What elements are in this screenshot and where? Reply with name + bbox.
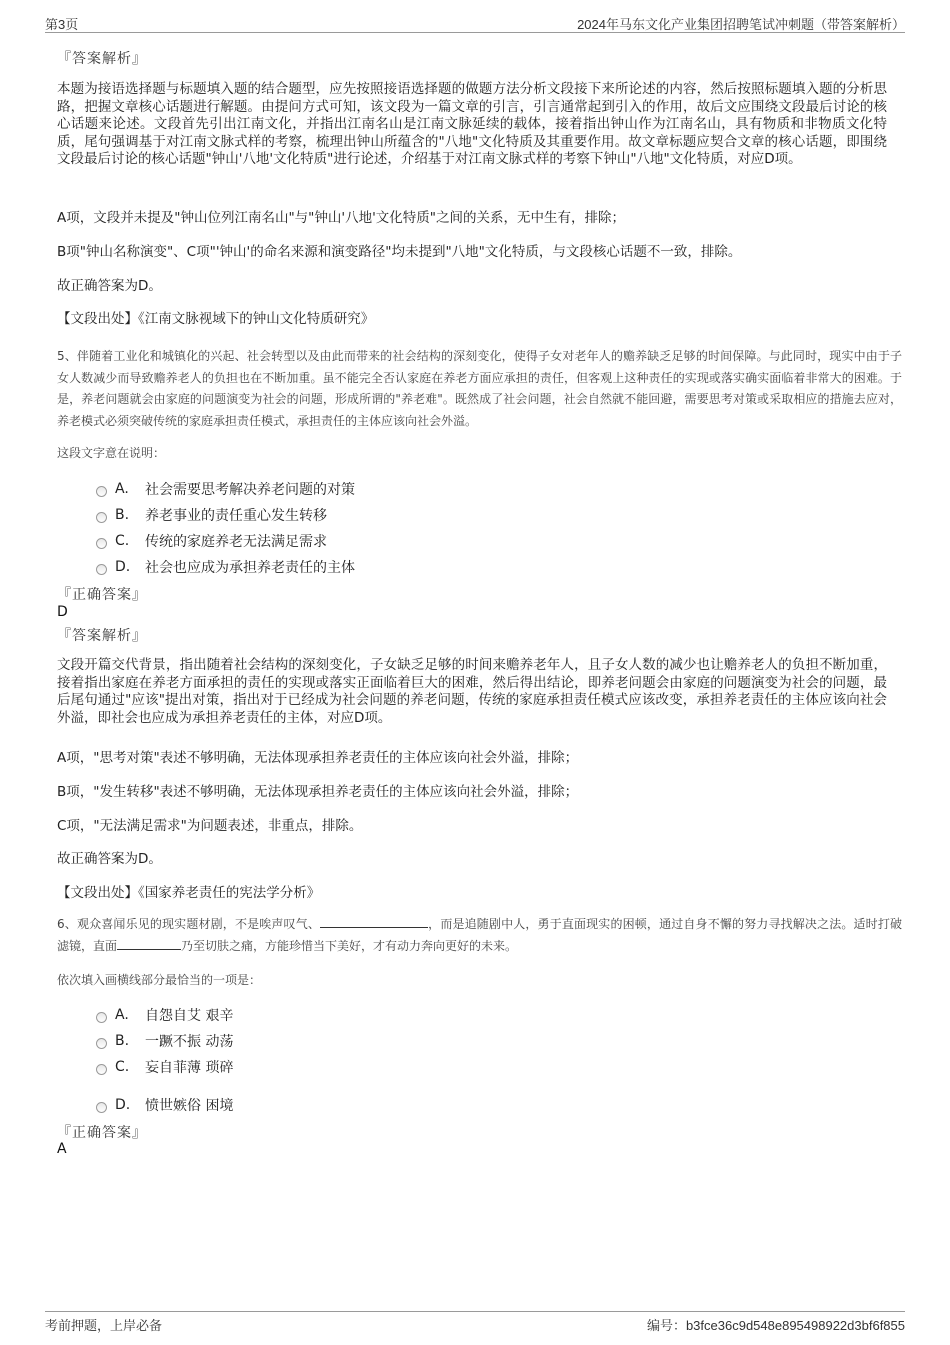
explain-option-a: A项，文段并未提及"钟山位列江南名山"与"钟山'八地'文化特质"之间的关系，无中生有，排除；	[57, 210, 625, 226]
question-prompt: 依次填入画横线部分最恰当的一项是：	[57, 973, 262, 987]
document-title: 2024年马东文化产业集团招聘笔试冲刺题（带答案解析）	[577, 17, 905, 32]
analysis-label: 『答案解析』	[57, 51, 147, 67]
analysis-text: 本题为接语选择题与标题填入题的结合题型，应先按照接语选择题的做题方法分析文段接下来所论述的内容，然后按照标题填入题的分析思路，把握文章核心话题进行解题。由提问方式可知，该文段为一篇文章的引言，引言通常起到引入的作用，故后文应围绕文段最后讨论的核心话题来论述。文段首先引出江南文化，并指出江南名山是江南文脉延续的载体，接着指出钟山作为江南名山，具有物质和非物质文化特质，尾句强调基于对江南文脉式样的考察，梳理出钟山所蕴含的"八地"文化特质及其重要作用。故文章标题应契合文章的核心话题，即围绕文段最后讨论的核心话题"钟山'八地'文化特质"进行论述，介绍基于对江南文脉式样的考察下钟山"八地"文化特质，对应D项。	[57, 81, 887, 167]
question-5-stem	[57, 346, 902, 432]
fill-blank-2	[117, 936, 181, 950]
analysis-label: 『答案解析』	[57, 628, 147, 644]
q6-option-d[interactable]: D. 愤世嫉俗 困境	[96, 1095, 233, 1115]
question-number: 5、	[57, 349, 77, 363]
explain-option-c: C项，"无法满足需求"为问题表述，非重点，排除。	[57, 818, 363, 834]
explain-option-a: A项，"思考对策"表述不够明确，无法体现承担养老责任的主体应该向社会外溢，排除；	[57, 750, 579, 766]
q5-option-a[interactable]: A. 社会需要思考解决养老问题的对策	[96, 479, 355, 499]
footer-slogan: 考前押题，上岸必备	[45, 1318, 163, 1333]
radio-button-icon[interactable]	[96, 1038, 107, 1049]
question-number: 6、	[57, 917, 77, 931]
conclusion: 故正确答案为D。	[57, 851, 162, 867]
correct-answer-label: 『正确答案』	[57, 587, 147, 603]
q6-option-a[interactable]: A. 自怨自艾 艰辛	[96, 1005, 233, 1025]
radio-button-icon[interactable]	[96, 1064, 107, 1075]
source-citation: 【文段出处】《江南文脉视域下的钟山文化特质研究》	[57, 311, 375, 327]
radio-button-icon[interactable]	[96, 564, 107, 575]
page-number: 第3页	[45, 17, 79, 32]
conclusion: 故正确答案为D。	[57, 278, 162, 294]
correct-answer: A	[57, 1141, 67, 1157]
correct-answer: D	[57, 604, 68, 620]
fill-blank-1	[320, 914, 428, 928]
serial-number: 编号：b3fce36c9d548e895498922d3bf6f855	[646, 1318, 905, 1333]
explain-option-b: B项，"发生转移"表述不够明确，无法体现承担养老责任的主体应该向社会外溢，排除；	[57, 784, 579, 800]
q5-option-b[interactable]: B. 养老事业的责任重心发生转移	[96, 505, 327, 525]
page-footer	[45, 1311, 905, 1332]
question-prompt: 这段文字意在说明：	[57, 446, 166, 460]
correct-answer-label: 『正确答案』	[57, 1125, 147, 1141]
question-text: 伴随着工业化和城镇化的兴起、社会转型以及由此而带来的社会结构的深刻变化，使得子女对老年人的赡养缺乏足够的时间保障。与此同时，现实中由于子女人数减少而导致赡养老人的负担也在不断加重。虽不能完全否认家庭在养老方面应承担的责任，但客观上这种责任的实现或落实确实面临着非常大的困难。于是，养老问题就会由家庭的问题演变为社会的问题，形成所谓的"养老难"。既然成了社会问题，社会自然就不能回避，需要思考对策或采取相应的措施去应对，养老模式必须突破传统的家庭承担责任模式，承担责任的主体应该向社会外溢。	[57, 349, 902, 428]
radio-button-icon[interactable]	[96, 1012, 107, 1023]
q6-option-c[interactable]: C. 妄自菲薄 琐碎	[96, 1057, 233, 1077]
radio-button-icon[interactable]	[96, 512, 107, 523]
analysis-text: 文段开篇交代背景，指出随着社会结构的深刻变化，子女缺乏足够的时间来赡养老年人，且子女人数的减少也让赡养老人的负担不断加重，接着指出家庭在养老方面承担的责任的实现或落实正面临着巨大的困难，然后得出结论，即养老问题会由家庭的问题演变为社会的问题，最后尾句通过"应该"提出对策，指出对于已经成为社会问题的养老问题，传统的家庭承担责任模式应该改变，承担养老责任的主体应该向社会外溢，即社会也应成为承担养老责任的主体，对应D项。	[57, 657, 887, 726]
source-citation: 【文段出处】《国家养老责任的宪法学分析》	[57, 885, 321, 901]
radio-button-icon[interactable]	[96, 1102, 107, 1113]
q6-option-b[interactable]: B. 一蹶不振 动荡	[96, 1031, 233, 1051]
explain-option-bc: B项"钟山名称演变"、C项"'钟山'的命名来源和演变路径"均未提到"八地"文化特质，与文段核心话题不一致，排除。	[57, 244, 742, 260]
page-header	[45, 14, 905, 33]
radio-button-icon[interactable]	[96, 538, 107, 549]
question-6-stem: 6、观众喜闻乐见的现实题材剧，不是唉声叹气、 ，而是追随剧中人，勇于直面现实的困顿，通过自身不懈的努力寻找解决之法。适时打破滤镜，直面 乃至切肤之痛，方能珍惜当下美好，才有动力奔向更好的未来。	[57, 914, 902, 957]
q5-option-d[interactable]: D. 社会也应成为承担养老责任的主体	[96, 557, 355, 577]
radio-button-icon[interactable]	[96, 486, 107, 497]
q5-option-c[interactable]: C. 传统的家庭养老无法满足需求	[96, 531, 327, 551]
